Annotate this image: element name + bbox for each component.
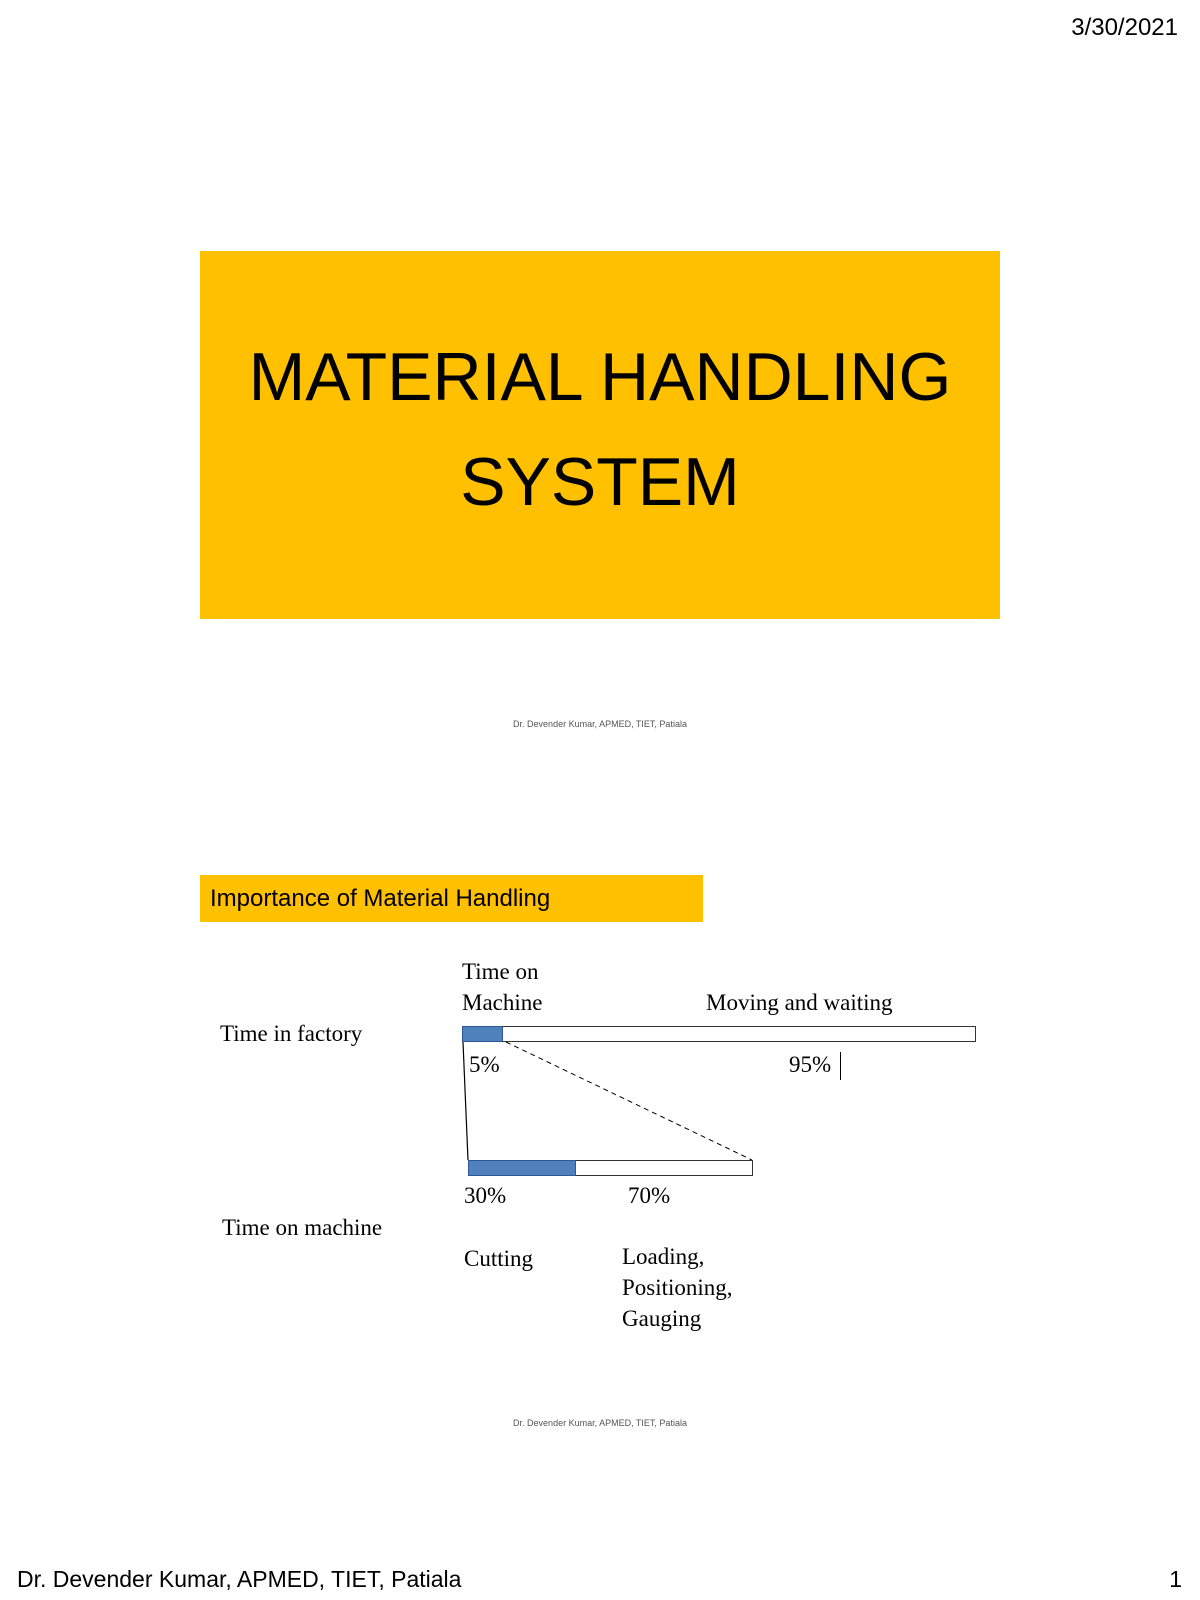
time-on-machine-label-line2: Machine bbox=[462, 990, 543, 1015]
page-number: 1 bbox=[1169, 1566, 1182, 1592]
machine-fill-pct: 30% bbox=[464, 1183, 507, 1208]
time-in-factory-label: Time in factory bbox=[220, 1021, 363, 1046]
slide2-heading: Importance of Material Handling bbox=[200, 875, 703, 922]
page-footer-author: Dr. Devender Kumar, APMED, TIET, Patiala bbox=[17, 1566, 462, 1592]
factory-fill-pct: 5% bbox=[469, 1052, 500, 1077]
gauging-label: Gauging bbox=[622, 1306, 702, 1331]
machine-rest-pct: 70% bbox=[628, 1183, 671, 1208]
slide1-title-line2: SYSTEM bbox=[460, 444, 740, 520]
slide1-title-line1: MATERIAL HANDLING bbox=[248, 338, 952, 415]
moving-waiting-label: Moving and waiting bbox=[706, 990, 893, 1015]
page-date: 3/30/2021 bbox=[1071, 14, 1178, 41]
zoom-line-right bbox=[506, 1042, 752, 1160]
time-on-machine-label-line1: Time on bbox=[462, 959, 539, 984]
zoom-line-left bbox=[463, 1042, 468, 1160]
cutting-label: Cutting bbox=[464, 1246, 534, 1271]
cutting-time-fill bbox=[468, 1160, 576, 1176]
factory-rest-pct: 95% bbox=[789, 1052, 832, 1077]
machine-time-bar bbox=[468, 1160, 753, 1176]
slide2-footer: Dr. Devender Kumar, APMED, TIET, Patiala bbox=[513, 1418, 687, 1428]
loading-label: Loading, bbox=[622, 1244, 705, 1269]
time-on-machine-row-label: Time on machine bbox=[222, 1215, 383, 1240]
positioning-label: Positioning, bbox=[622, 1275, 733, 1300]
slide1-footer: Dr. Devender Kumar, APMED, TIET, Patiala bbox=[513, 719, 687, 729]
